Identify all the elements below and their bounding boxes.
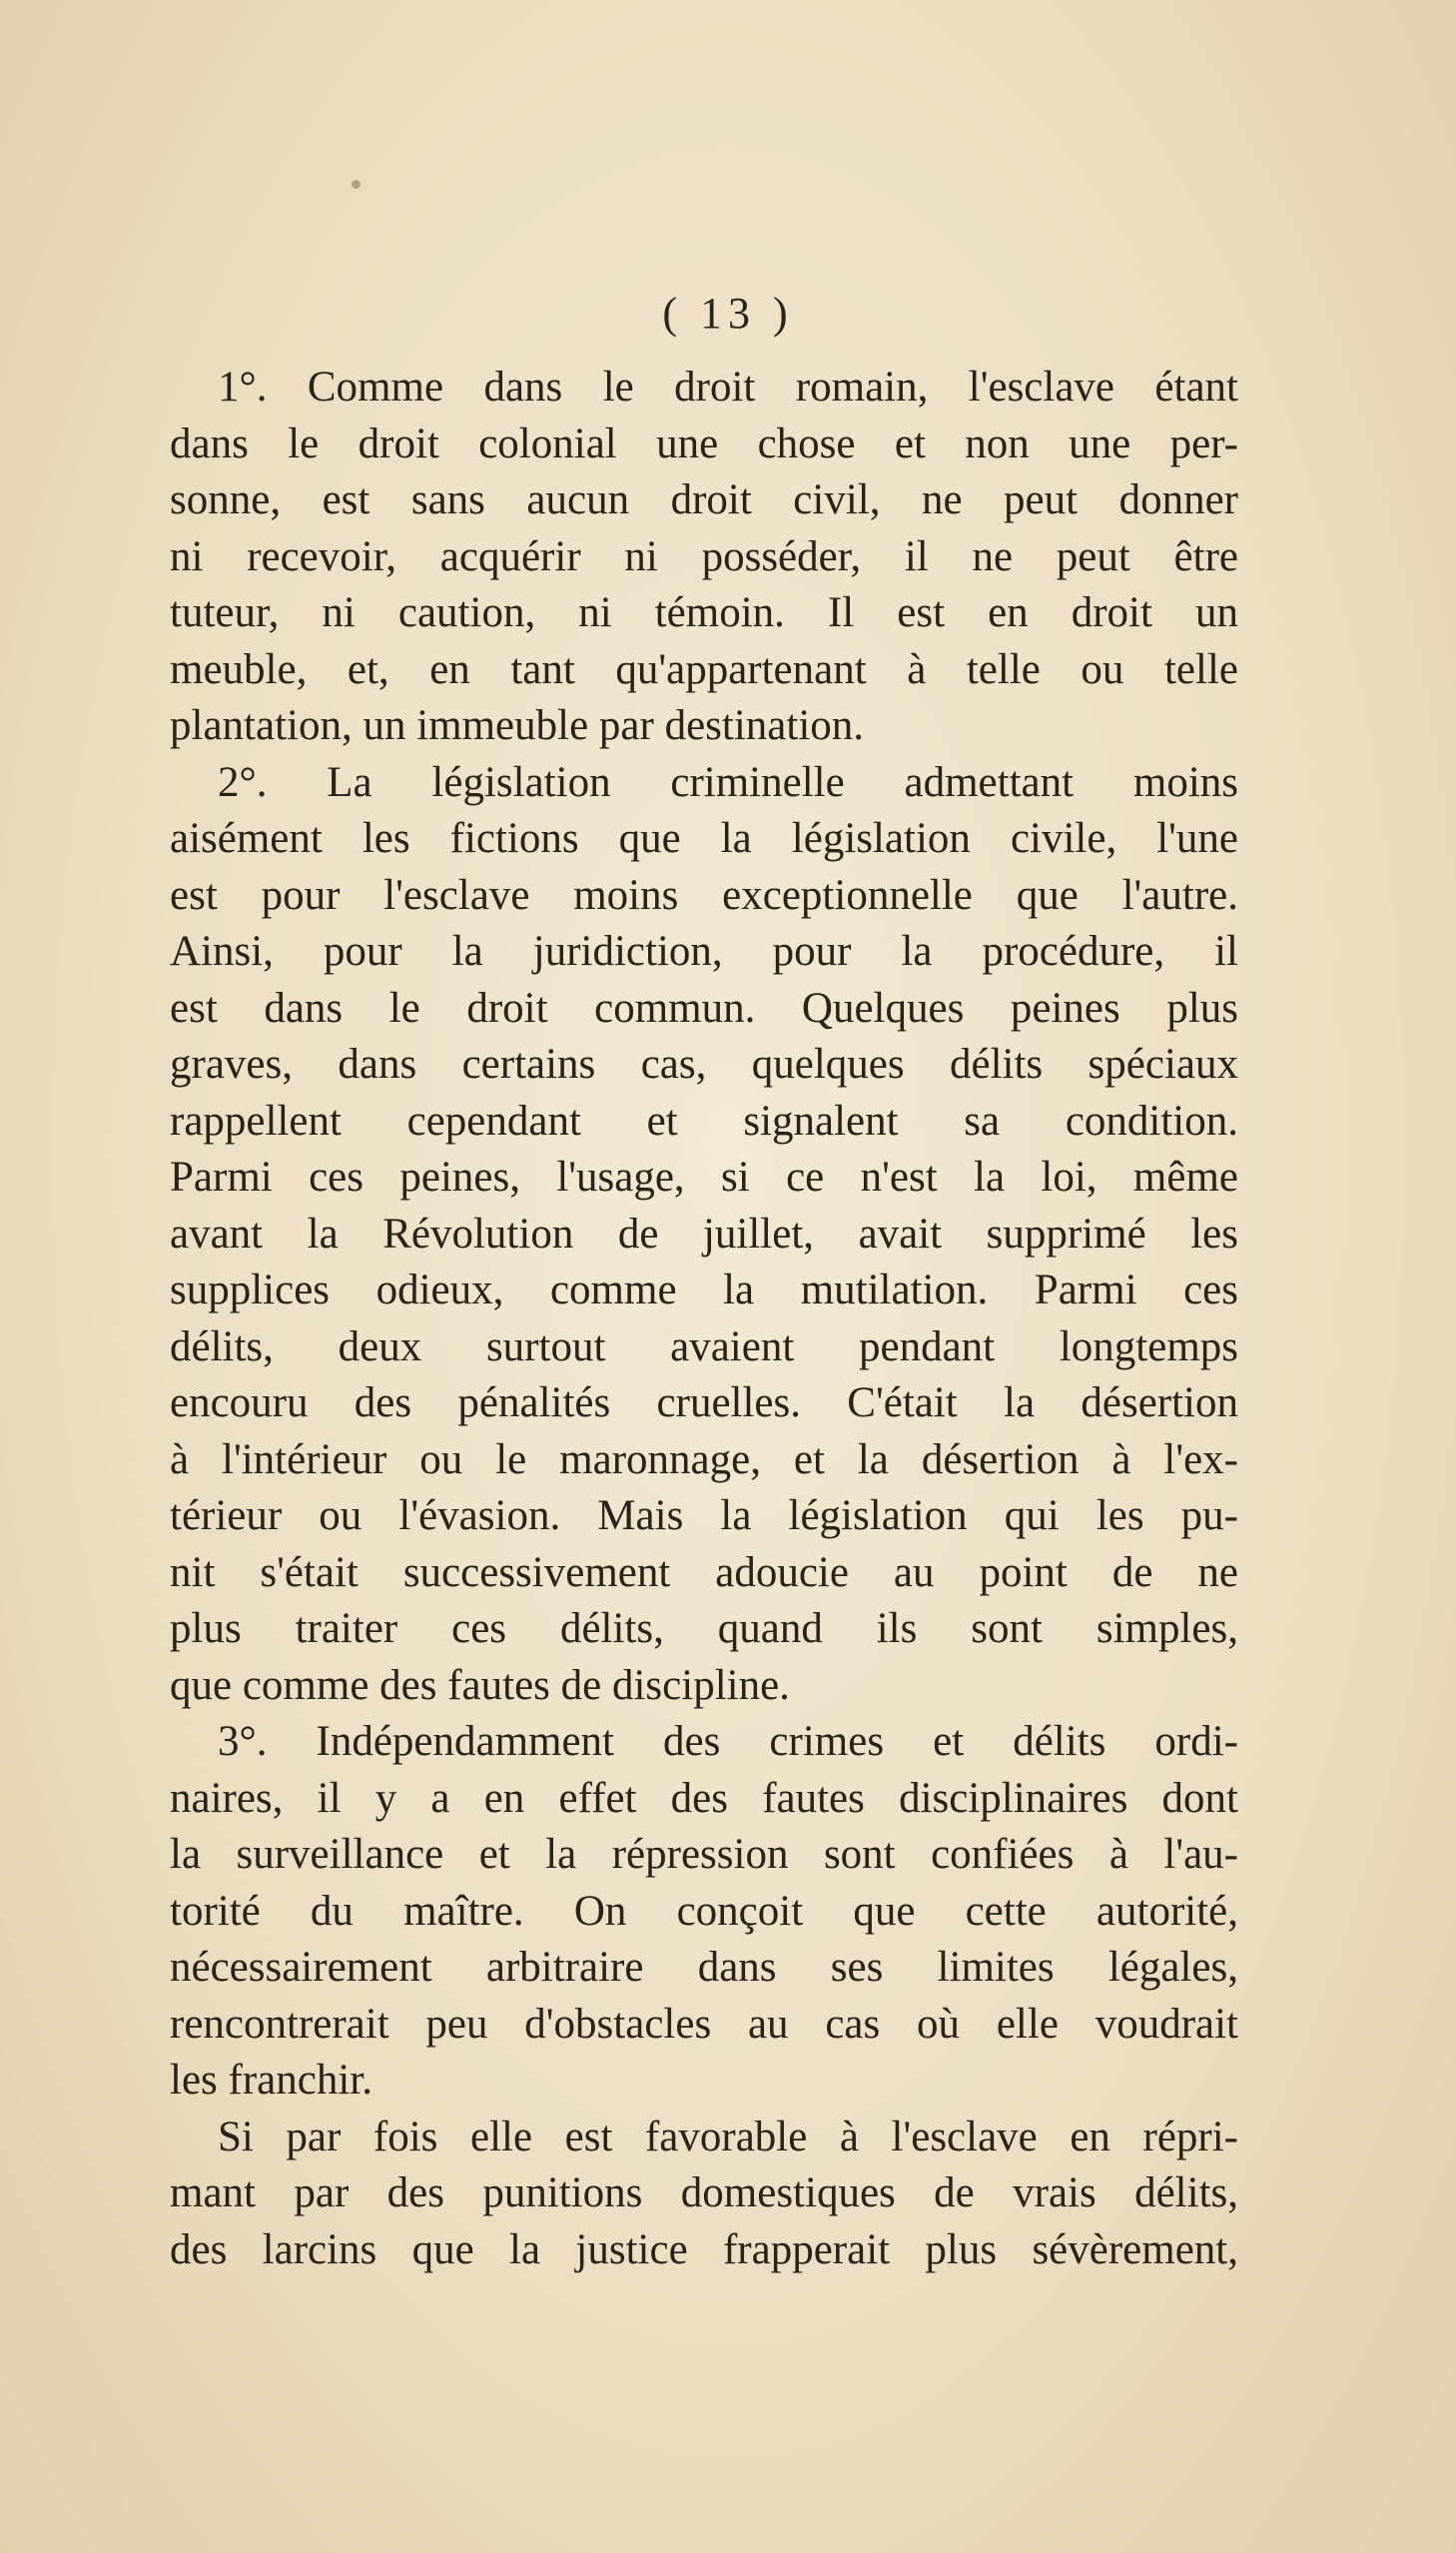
text-line: à l'intérieur ou le maronnage, et la désertion à l'ex- — [170, 1435, 1238, 1483]
page-number: ( 13 ) — [662, 289, 794, 338]
text-line: 3°. Indépendamment des crimes et délits ordi- — [218, 1718, 1238, 1765]
text-line: que comme des fautes de discipline. — [170, 1661, 790, 1709]
text-line: dans le droit colonial une chose et non une per- — [170, 420, 1238, 467]
text-line: meuble, et, en tant qu'appartenant à telle ou telle — [170, 645, 1238, 693]
text-line: supplices odieux, comme la mutilation. Parmi ces — [170, 1267, 1238, 1313]
text-line: torité du maître. On conçoit que cette autorité, — [170, 1887, 1238, 1935]
text-line: avant la Révolution de juillet, avait supprimé les — [170, 1210, 1238, 1258]
text-line: nit s'était successivement adoucie au point de ne — [170, 1548, 1238, 1596]
text-line: naires, il y a en effet des fautes disciplinaires dont — [170, 1774, 1238, 1822]
text-line: des larcins que la justice frapperait plus sévèrement, — [170, 2225, 1238, 2273]
text-line: plus traiter ces délits, quand ils sont simples, — [170, 1605, 1238, 1652]
text-line: Ainsi, pour la juridiction, pour la procédure, il — [170, 928, 1238, 975]
text-line: est pour l'esclave moins exceptionnelle que l'autre. — [170, 871, 1238, 919]
text-line: rappellent cependant et signalent sa condition. — [170, 1097, 1238, 1145]
text-line: graves, dans certains cas, quelques délits spéciaux — [170, 1041, 1238, 1088]
text-line: 2°. La législation criminelle admettant moins — [218, 758, 1238, 806]
text-line: délits, deux surtout avaient pendant longtemps — [170, 1322, 1238, 1370]
text-line: sonne, est sans aucun droit civil, ne peut donner — [170, 476, 1238, 523]
text-line: la surveillance et la répression sont confiées à l'au- — [170, 1831, 1238, 1878]
text-line: mant par des punitions domestiques de vrais délits, — [170, 2169, 1238, 2216]
text-line: ni recevoir, acquérir ni posséder, il ne peut être — [170, 532, 1238, 580]
text-line: plantation, un immeuble par destination. — [170, 702, 865, 749]
text-line: encouru des pénalités cruelles. C'était la désertion — [170, 1379, 1238, 1426]
text-line: les franchir. — [170, 2057, 372, 2104]
text-line: Parmi ces peines, l'usage, si ce n'est la loi, même — [170, 1154, 1238, 1201]
text-line: 1°. Comme dans le droit romain, l'esclave étant — [218, 364, 1238, 411]
text-line: rencontrerait peu d'obstacles au cas où elle voudrait — [170, 2000, 1238, 2048]
text-line: est dans le droit commun. Quelques peines plus — [170, 984, 1238, 1032]
text-line: nécessairement arbitraire dans ses limites légales, — [170, 1944, 1238, 1991]
ink-speck — [352, 180, 361, 189]
text-line: Si par fois elle est favorable à l'esclave en répri- — [218, 2113, 1238, 2160]
text-line: térieur ou l'évasion. Mais la législation qui les pu- — [170, 1492, 1238, 1539]
text-line: aisément les fictions que la législation civile, l'une — [170, 815, 1238, 862]
body-text — [170, 360, 1238, 2278]
text-line: tuteur, ni caution, ni témoin. Il est en droit un — [170, 589, 1238, 636]
